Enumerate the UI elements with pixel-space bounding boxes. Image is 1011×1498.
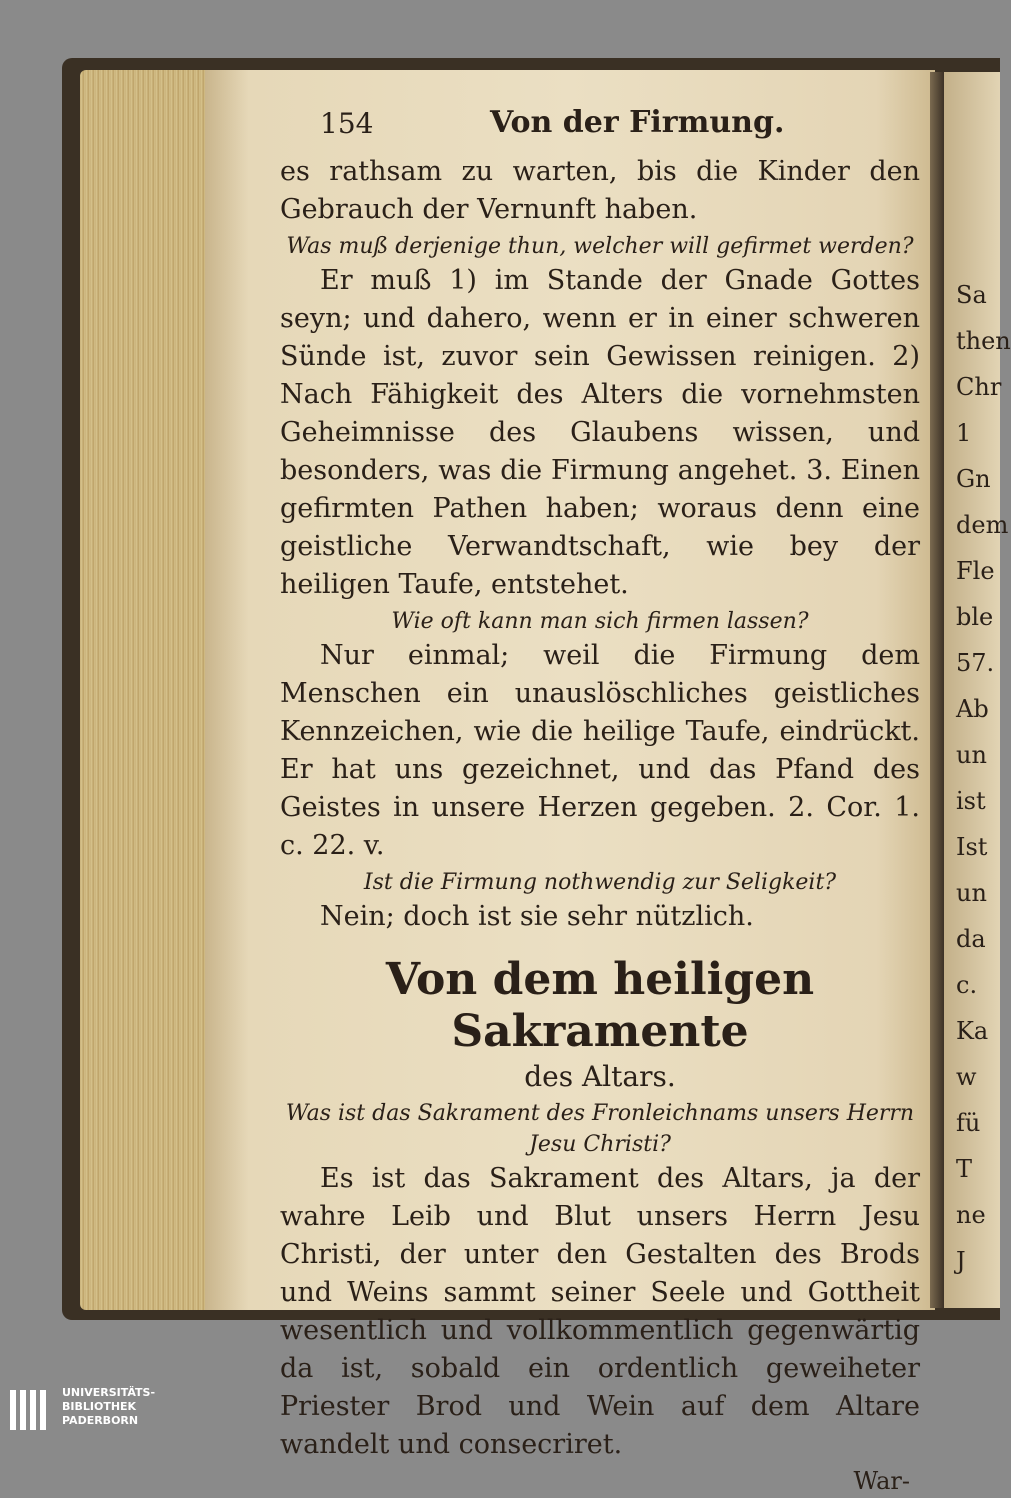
facing-page-fragment	[944, 72, 1011, 1308]
page-edges	[80, 70, 212, 1310]
library-logo-line2: BIBLIOTHEK	[62, 1400, 137, 1413]
body-section-altar	[280, 1098, 920, 1464]
facing-page-line: Ist	[956, 833, 988, 861]
facing-page-line: w	[956, 1063, 977, 1091]
library-logo-icon	[8, 1386, 52, 1434]
catchword: War-	[853, 1467, 910, 1495]
question-text: Was muß derjenige thun, welcher will gefirmet werden?	[286, 234, 914, 259]
facing-page-line: J	[956, 1247, 966, 1275]
library-logo-line1: UNIVERSITÄTS-	[62, 1386, 156, 1399]
page-text	[280, 105, 920, 1498]
answer-paragraph: es rathsam zu warten, bis die Kinder den Gebrauch der Vernunft haben.	[280, 156, 920, 225]
running-title: Von der Firmung.	[490, 105, 785, 140]
library-logo-line3: PADERBORN	[62, 1414, 139, 1427]
facing-page-line: Sa	[956, 281, 987, 309]
answer-paragraph: Es ist das Sakrament des Altars, ja der wahre Leib und Blut unsers Herrn Jesu Christi, der unter den Gestalten des Brods und Weins sammt seiner Seele und Gottheit wesentlich und vollkommentlich gegenwärtig da ist, sobald ein ordentlich geweiheter Priester Brod und Wein auf dem Altare wandelt und consecriret.	[280, 1163, 920, 1460]
facing-page-line: dem	[956, 511, 1009, 539]
facing-page-line: ble	[956, 603, 994, 631]
facing-page-line: fü	[956, 1109, 981, 1137]
section-subheading: des Altars.	[524, 1060, 676, 1093]
facing-page-line: 1	[956, 419, 972, 447]
section-heading: Von dem heiligen Sakramente	[385, 954, 815, 1057]
answer-paragraph: Er muß 1) im Stande der Gnade Gottes seyn; und dahero, wenn er in einer schweren Sünde ist, zuvor sein Gewissen reinigen. 2) Nach Fähigkeit des Alters die vornehmsten Geheimnisse des Glaubens wissen, und besonders, was die Firmung angehet. 3. Einen gefirmten Pathen haben; woraus denn eine geistliche Verwandtschaft, wie bey der heiligen Taufe, entstehet.	[280, 265, 920, 600]
question-text: Wie oft kann man sich firmen lassen?	[391, 609, 809, 634]
facing-page-line: Ab	[956, 695, 989, 723]
facing-page-line: ist	[956, 787, 986, 815]
facing-page-line: T	[956, 1155, 973, 1183]
question-text: Was ist das Sakrament des Fronleichnams unsers Herrn Jesu Christi?	[285, 1101, 915, 1157]
facing-page-line: 57.	[956, 649, 995, 677]
facing-page-line: un	[956, 879, 987, 907]
facing-page-line: Fle	[956, 557, 995, 585]
facing-page-line: un	[956, 741, 987, 769]
facing-page-line: Chr	[956, 373, 1002, 401]
running-head	[280, 105, 920, 153]
facing-page-line: then	[956, 327, 1011, 355]
answer-paragraph: Nein; doch ist sie sehr nützlich.	[320, 901, 754, 932]
book-gutter	[930, 72, 944, 1308]
facing-page-line: Gn	[956, 465, 991, 493]
page-number: 154	[320, 107, 374, 140]
facing-page-line: da	[956, 925, 986, 953]
body-section-firmung	[280, 153, 920, 936]
facing-page-line: ne	[956, 1201, 986, 1229]
facing-page-line: Ka	[956, 1017, 989, 1045]
library-logo	[8, 1380, 268, 1440]
answer-paragraph: Nur einmal; weil die Firmung dem Menschen ein unauslöschliches geistliches Kennzeichen, wie die heilige Taufe, eindrückt. Er hat uns gezeichnet, und das Pfand des Geistes in unsere Herzen gegeben. 2. Cor. 1. c. 22. v.	[280, 640, 920, 861]
question-text: Ist die Firmung nothwendig zur Seligkeit?	[363, 870, 837, 895]
facing-page-line: c.	[956, 971, 978, 999]
